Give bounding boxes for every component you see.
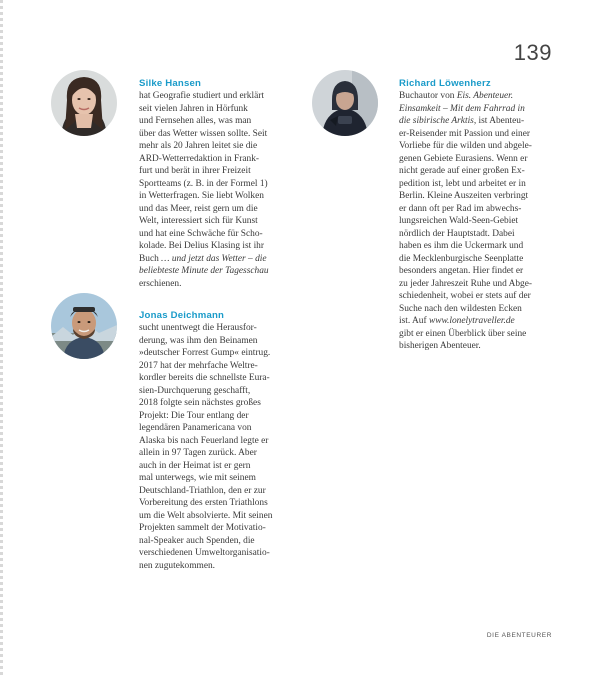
bio-line: nicht gerade auf einer großen Ex-	[399, 166, 525, 176]
author-name: Silke Hansen	[139, 78, 202, 89]
bio-line: die Mecklenburgische Seenplatte	[399, 253, 524, 264]
page-number: 139	[513, 40, 552, 65]
bio-line: nal-Speaker auch Spenden, die	[139, 535, 255, 546]
author-bio-text	[139, 322, 299, 572]
bio-line: Deutschland-Triathlon, den er zur	[139, 485, 266, 496]
website-link[interactable]: www.lonelytraveller.de	[428, 316, 515, 326]
bio-line: Projekt: Die Tour entlang der	[139, 410, 249, 421]
bio-line: und das Meer, reist gern um die	[139, 203, 258, 214]
author-photo-silke-hansen	[51, 70, 117, 136]
bio-line	[399, 90, 559, 103]
bio-line: in Wetterfragen. Sie liebt Wolken	[139, 191, 264, 201]
author-bio-text	[399, 90, 559, 353]
bio-line: Berlin. Kleine Auszeiten verbringt	[399, 191, 529, 201]
bio-text: ist. Auf	[399, 316, 429, 326]
bio-line	[139, 253, 299, 266]
bio-line: ARD-Wetterredaktion in Frank-	[139, 153, 260, 164]
bio-line: Sportteams (z. B. in der Formel 1)	[139, 178, 268, 189]
bio-line	[399, 115, 559, 128]
bio-line: zu jeder Jahreszeit Ruhe und Abge-	[399, 278, 533, 289]
bio-line: und hat eine Schwäche für Scho-	[139, 228, 263, 239]
author-bio-richard-loewenherz	[399, 78, 559, 353]
bio-line: kordler bereits die schnellste Eura-	[139, 373, 270, 383]
bio-line: verschiedenen Umweltorganisatio-	[139, 548, 270, 558]
bio-line	[399, 315, 559, 328]
author-name: Jonas Deichmann	[139, 310, 225, 321]
bio-line: Suche nach den wildesten Ecken	[399, 303, 522, 314]
bio-line: Vorliebe für die wilden und abgele-	[399, 141, 532, 151]
bio-line: auch in der Heimat ist er gern	[139, 460, 251, 471]
bio-line: besonders angetan. Hier findet er	[399, 266, 524, 276]
bio-line: furt und berät in ihrer Freizeit	[139, 166, 251, 176]
bio-line: Welt, interessiert sich für Kunst	[139, 216, 258, 226]
bio-line	[139, 265, 299, 278]
bio-line: er-Reisender mit Passion und einer	[399, 128, 531, 139]
book-title: Eis. Abenteuer.	[456, 91, 514, 101]
bio-line: um die Welt absolvierte. Mit seinen	[139, 510, 273, 521]
bio-line: er dann oft per Rad im abwechs-	[399, 203, 522, 214]
bio-line: und Fernsehen alles, was man	[139, 116, 252, 126]
bio-text: Buchautor von	[399, 91, 457, 101]
bio-line: schiedenheit, wobei er stets auf der	[399, 291, 531, 301]
author-bio-text	[139, 90, 299, 290]
bio-line: sucht unentwegt die Herausfor-	[139, 323, 257, 333]
bio-line: Alaska bis nach Feuerland legte er	[139, 435, 269, 446]
bio-line	[399, 103, 559, 116]
book-title: beliebteste Minute der Tagesschau	[139, 266, 269, 276]
bio-line: legendären Panamericana von	[139, 423, 252, 433]
bio-line: mehr als 20 Jahren leitet sie die	[139, 141, 258, 151]
bio-line: kolade. Bei Delius Klasing ist ihr	[139, 241, 264, 251]
bio-line: lungsreichen Wald-Seen-Gebiet	[399, 216, 519, 226]
book-title: Einsamkeit – Mit dem Fahrrad in	[399, 103, 525, 114]
bio-line: pedition ist, lebt und arbeitet er in	[399, 178, 526, 189]
bio-line: gibt er einen Überblick über seine	[399, 328, 527, 339]
bio-text: ist Abenteu-	[476, 116, 525, 126]
bio-line: 2017 hat der mehrfache Weltre-	[139, 360, 258, 371]
bio-line: nördlich der Hauptstadt. Dabei	[399, 228, 515, 239]
book-title: die sibirische Arktis,	[399, 116, 477, 126]
bio-line: haben es ihm die Uckermark und	[399, 241, 524, 251]
book-title: … und jetzt das Wetter – die	[161, 253, 267, 264]
bio-line: allein in 97 Tagen zurück. Aber	[139, 448, 257, 458]
bio-line: bisherigen Abenteuer.	[399, 341, 481, 351]
bio-line: Projekten sammelt der Motivatio-	[139, 523, 266, 533]
bio-line: nen zugutekommen.	[139, 560, 216, 571]
author-name: Richard Löwenherz	[399, 78, 491, 89]
author-bio-jonas-deichmann	[139, 310, 299, 572]
section-footer: DIE ABENTEURER	[486, 632, 552, 639]
bio-line: derung, was ihm den Beinamen	[139, 335, 258, 346]
bio-line: mal unterwegs, wie mit seinem	[139, 473, 256, 483]
bio-line: »deutscher Forrest Gump« eintrug.	[139, 348, 271, 358]
bio-line: hat Geografie studiert und erklärt	[139, 91, 264, 101]
page-edge	[0, 0, 3, 676]
bio-line: seit vielen Jahren in Hörfunk	[139, 103, 248, 114]
bio-line: Vorbereitung des ersten Triathlons	[139, 498, 268, 508]
bio-text: Buch	[139, 253, 162, 264]
author-photo-richard-loewenherz	[312, 70, 378, 136]
bio-line: über das Wetter wissen sollte. Seit	[139, 128, 268, 139]
bio-line: sien-Durchquerung geschafft,	[139, 385, 251, 396]
bio-line: 2018 folgte sein nächstes großes	[139, 398, 261, 408]
bio-line: genen Gebiete Eurasiens. Wenn er	[399, 153, 528, 164]
author-bio-silke-hansen	[139, 78, 299, 290]
bio-line: erschienen.	[139, 278, 182, 289]
author-photo-jonas-deichmann	[51, 293, 117, 359]
